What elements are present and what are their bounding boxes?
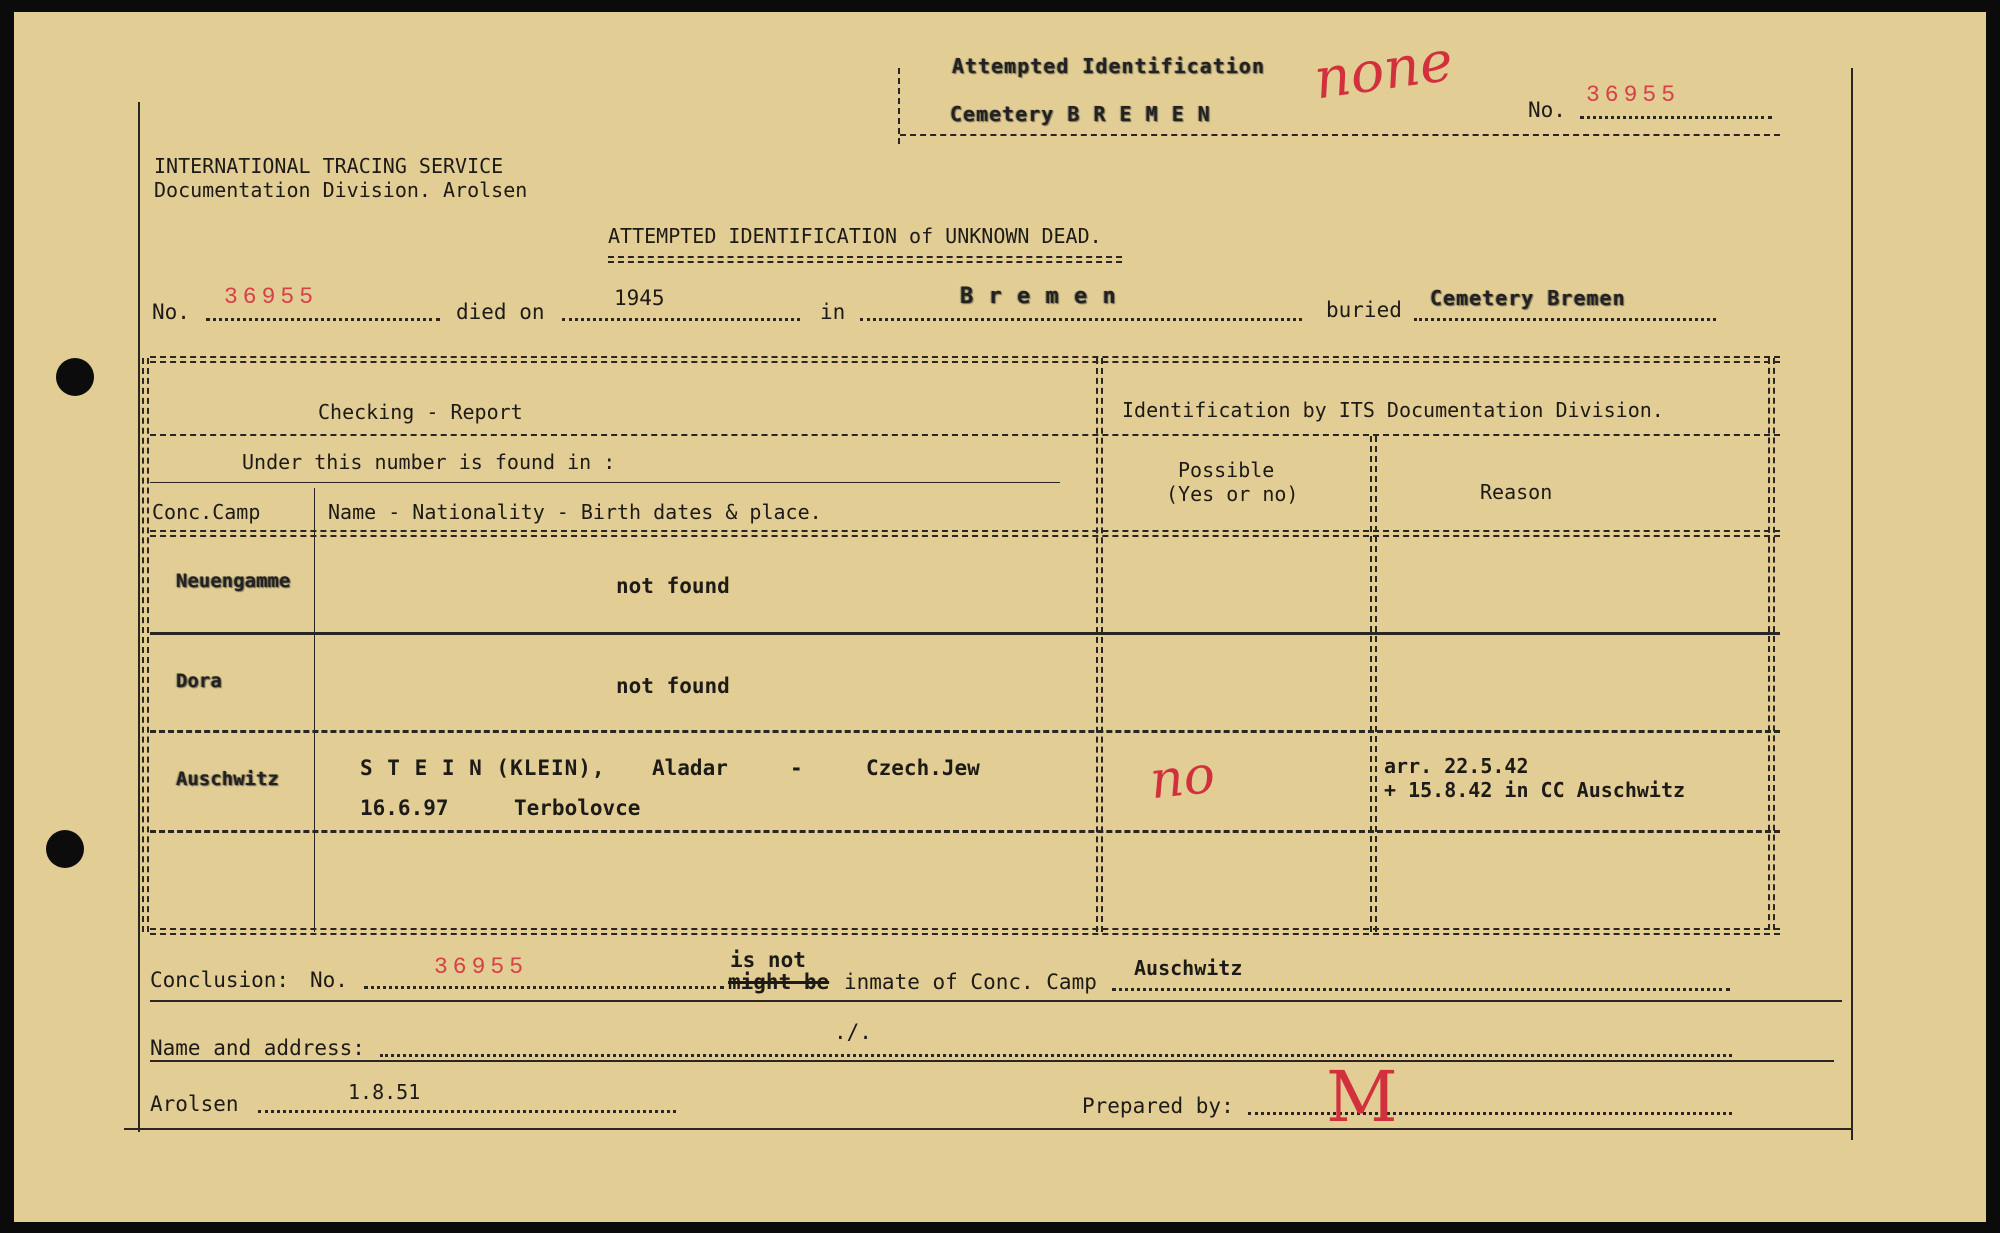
table-divider-reason (1370, 436, 1377, 932)
column-name-nationality: Name - Nationality - Birth dates & place. (328, 500, 822, 524)
attempted-identification-stamp: Attempted Identification (952, 54, 1265, 78)
identification-header: Identification by ITS Documentation Division. (1122, 398, 1664, 422)
name-address-dots (380, 1054, 1732, 1057)
top-no-value: 36955 (1586, 82, 1681, 108)
conclusion-no-dots (364, 986, 724, 989)
row1-name: not found (616, 574, 730, 598)
buried-value: Cemetery Bremen (1430, 286, 1626, 310)
conclusion-inmate-label: inmate of Conc. Camp (844, 970, 1097, 994)
died-on-label: died on (456, 300, 545, 324)
buried-label: buried (1326, 298, 1402, 322)
prepared-by-initial: M (1326, 1056, 1398, 1138)
prepared-by-label: Prepared by: (1082, 1094, 1234, 1118)
died-in-dots (860, 318, 1302, 321)
row3-reason-line2: + 15.8.42 in CC Auschwitz (1384, 778, 1686, 802)
table-header-bottom (150, 530, 1780, 537)
punch-hole-top (56, 358, 94, 396)
row3-birth-date: 16.6.97 (360, 796, 449, 820)
org-division: Documentation Division. Arolsen (154, 178, 528, 202)
column-possible-line1: Possible (1178, 458, 1275, 482)
top-no-dots (1580, 116, 1772, 119)
conclusion-no-label: No. (310, 968, 348, 992)
buried-dots (1414, 318, 1716, 321)
top-no-label: No. (1528, 98, 1566, 122)
row3-possible-handwritten: no (1147, 744, 1218, 812)
row3-surname: S T E I N (KLEIN), (360, 756, 606, 780)
row2-camp: Dora (176, 670, 222, 692)
conclusion-struck-text: might be (728, 970, 830, 994)
arolsen-date: 1.8.51 (348, 1080, 421, 1104)
org-name: INTERNATIONAL TRACING SERVICE (154, 154, 504, 178)
table-divider-main (1096, 358, 1103, 932)
row3-reason-line1: arr. 22.5.42 (1384, 754, 1529, 778)
row3-camp: Auschwitz (176, 768, 279, 790)
stamp-box-bottom (900, 134, 1780, 136)
arolsen-date-dots (258, 1110, 676, 1113)
conclusion-is-not: is not (730, 948, 806, 972)
conclusion-no-value: 36955 (434, 954, 529, 980)
row3-bottom-rule (150, 830, 1780, 833)
cemetery-stamp: Cemetery B R E M E N (950, 102, 1211, 126)
row2-name: not found (616, 674, 730, 698)
document-card (14, 12, 1986, 1222)
checking-report-header: Checking - Report (318, 400, 523, 424)
stamp-box-left (898, 68, 900, 144)
died-on-value: 1945 (614, 286, 665, 310)
died-in-label: in (820, 300, 846, 324)
record-no-value: 36955 (224, 284, 319, 310)
column-conc-camp: Conc.Camp (152, 500, 261, 524)
conclusion-rule (150, 1000, 1842, 1002)
row3-birth-place: Terbolovce (514, 796, 641, 820)
prepared-by-dots (1248, 1112, 1732, 1115)
row3-given-name: Aladar (652, 756, 728, 780)
table-top-border (150, 356, 1780, 363)
name-address-rule (150, 1060, 1834, 1062)
died-on-dots (562, 318, 800, 321)
frame-right-line (1851, 68, 1853, 1140)
table-right-border (1768, 358, 1775, 930)
arolsen-label: Arolsen (150, 1092, 239, 1116)
table-bottom-border (150, 928, 1780, 935)
row2-bottom-rule (150, 730, 1780, 733)
row3-dash: - (790, 756, 803, 780)
handwritten-none: none (1310, 28, 1457, 113)
conclusion-label: Conclusion: (150, 968, 290, 992)
name-address-value: ./. (834, 1020, 872, 1044)
table-header-rule (150, 434, 1780, 436)
died-in-value: B r e m e n (960, 284, 1117, 309)
column-reason: Reason (1480, 480, 1553, 504)
column-possible-line2: (Yes or no) (1166, 482, 1299, 506)
under-number-label: Under this number is found in : (242, 450, 616, 474)
record-no-dots (206, 318, 440, 321)
frame-bottom-line (124, 1128, 1852, 1130)
record-no-label: No. (152, 300, 190, 324)
conclusion-camp-dots (1112, 988, 1730, 991)
conclusion-camp: Auschwitz (1134, 956, 1243, 980)
row1-bottom-rule (150, 632, 1780, 635)
punch-hole-bottom (46, 830, 84, 868)
page-title: ATTEMPTED IDENTIFICATION of UNKNOWN DEAD. (608, 224, 1102, 248)
frame-left-line (138, 102, 140, 1132)
table-left-border (142, 358, 149, 932)
table-divider-camp (314, 488, 315, 932)
under-number-rule (150, 482, 1060, 483)
title-underline (608, 256, 1122, 263)
name-address-label: Name and address: (150, 1036, 365, 1060)
row1-camp: Neuengamme (176, 570, 291, 592)
row3-nationality: Czech.Jew (866, 756, 980, 780)
